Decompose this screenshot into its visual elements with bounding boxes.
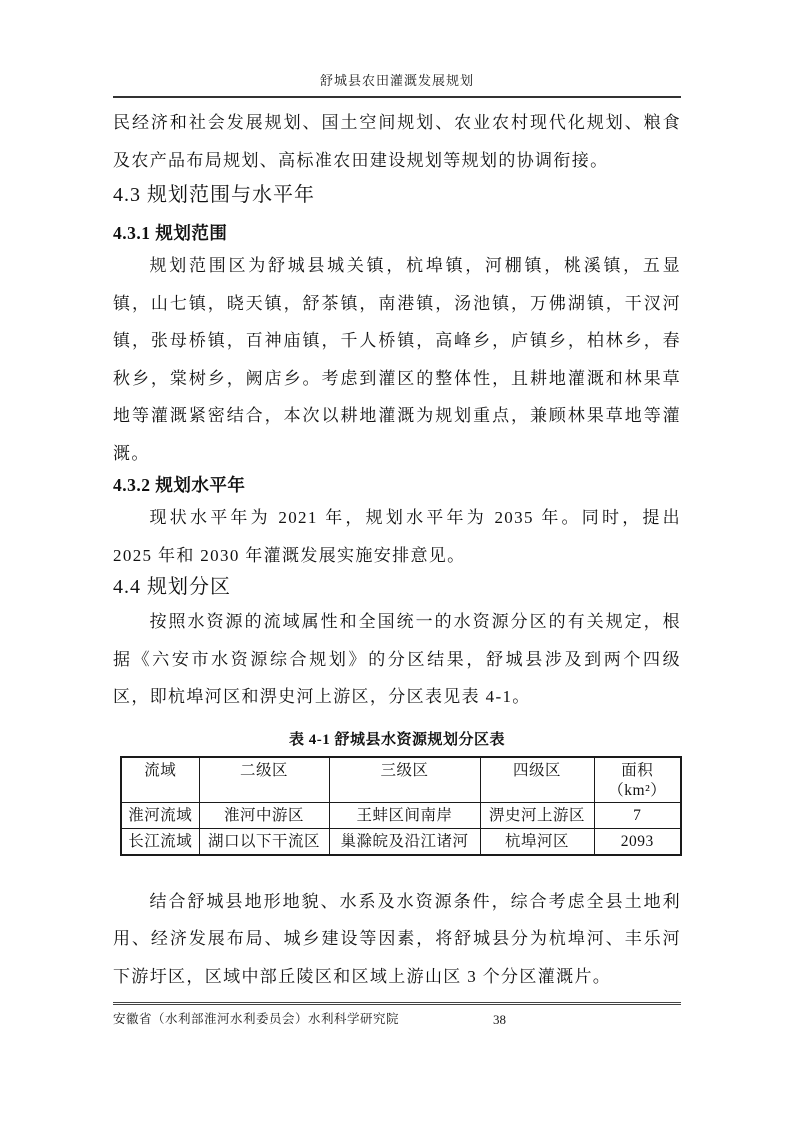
table-header-area-label: 面积: [621, 761, 654, 779]
table-header-basin: 流域: [121, 757, 199, 803]
paragraph-water-resource-partition: 按照水资源的流域属性和全国统一的水资源分区的有关规定，根据《六安市水资源综合规划》的分区结果，舒城县涉及到两个四级区，即杭埠河区和淠史河上游区，分区表见表 4-1。: [113, 612, 681, 706]
table-cell-area: 7: [594, 802, 681, 828]
paragraph-planning-scope: 规划范围区为舒城县城关镇，杭埠镇，河棚镇，桃溪镇，五显镇，山七镇，晓天镇，舒茶镇，南港镇，汤池镇，万佛湖镇，干汊河镇，张母桥镇，百神庙镇，千人桥镇，高峰乡，庐镇乡，柏林乡，春秋乡，棠树乡，阙店乡。考虑到灌区的整体性，且耕地灌溉和林果草地等灌溉紧密结合，本次以耕地灌溉为规划重点，兼顾林果草地等灌溉。: [113, 256, 681, 463]
table-cell-basin: 淮河流域: [121, 802, 199, 828]
table-header-area-unit: （km²）: [608, 781, 667, 799]
table-cell-level2: 淮河中游区: [199, 802, 329, 828]
table-cell-basin: 长江流域: [121, 828, 199, 855]
page-footer: [113, 1002, 681, 1027]
table-header-level2-zone: 二级区: [199, 757, 329, 803]
table-row: [121, 802, 681, 828]
footer-page-number: 38: [493, 1012, 506, 1027]
subsection-heading-4-3-2: 4.3.2 规划水平年: [113, 475, 246, 495]
paragraph-continued-from-previous-page: 民经济和社会发展规划、国土空间规划、农业农村现代化规划、粮食及农产品布局规划、高标准农田建设规划等规划的协调衔接。: [113, 113, 681, 170]
table-header-row: [121, 757, 681, 803]
table-cell-area: 2093: [594, 828, 681, 855]
page-body: [113, 95, 681, 995]
table-cell-level3: 巢滁皖及沿江诸河: [329, 828, 480, 855]
paragraph-irrigation-zones: 结合舒城县地形地貌、水系及水资源条件，综合考虑全县土地利用、经济发展布局、城乡建设等因素，将舒城县分为杭埠河、丰乐河下游圩区，区域中部丘陵区和区域上游山区 3 个分区灌溉片。: [113, 891, 681, 986]
table-header-level3-zone: 三级区: [329, 757, 480, 803]
subsection-heading-4-3-1: 4.3.1 规划范围: [113, 223, 228, 243]
section-heading-4-3: 4.3 规划范围与水平年: [113, 184, 315, 206]
page-header: [113, 0, 681, 98]
table-caption: 表 4-1 舒城县水资源规划分区表: [289, 731, 505, 748]
section-heading-4-4: 4.4 规划分区: [113, 576, 231, 598]
table-cell-level4: 杭埠河区: [480, 828, 594, 855]
table-cell-level4: 淠史河上游区: [480, 802, 594, 828]
footer-organization: 安徽省（水利部淮河水利委员会）水利科学研究院: [113, 1012, 400, 1026]
table-header-area: [594, 757, 681, 803]
table-row: [121, 828, 681, 855]
water-resource-zone-table: [120, 756, 682, 856]
page-header-title: 舒城县农田灌溉发展规划: [319, 73, 474, 88]
paragraph-planning-horizon: 现状水平年为 2021 年，规划水平年为 2035 年。同时，提出 2025 年和 2030 年灌溉发展实施安排意见。: [113, 508, 681, 565]
table-header-level4-zone: 四级区: [480, 757, 594, 803]
table-cell-level2: 湖口以下干流区: [199, 828, 329, 855]
table-cell-level3: 王蚌区间南岸: [329, 802, 480, 828]
